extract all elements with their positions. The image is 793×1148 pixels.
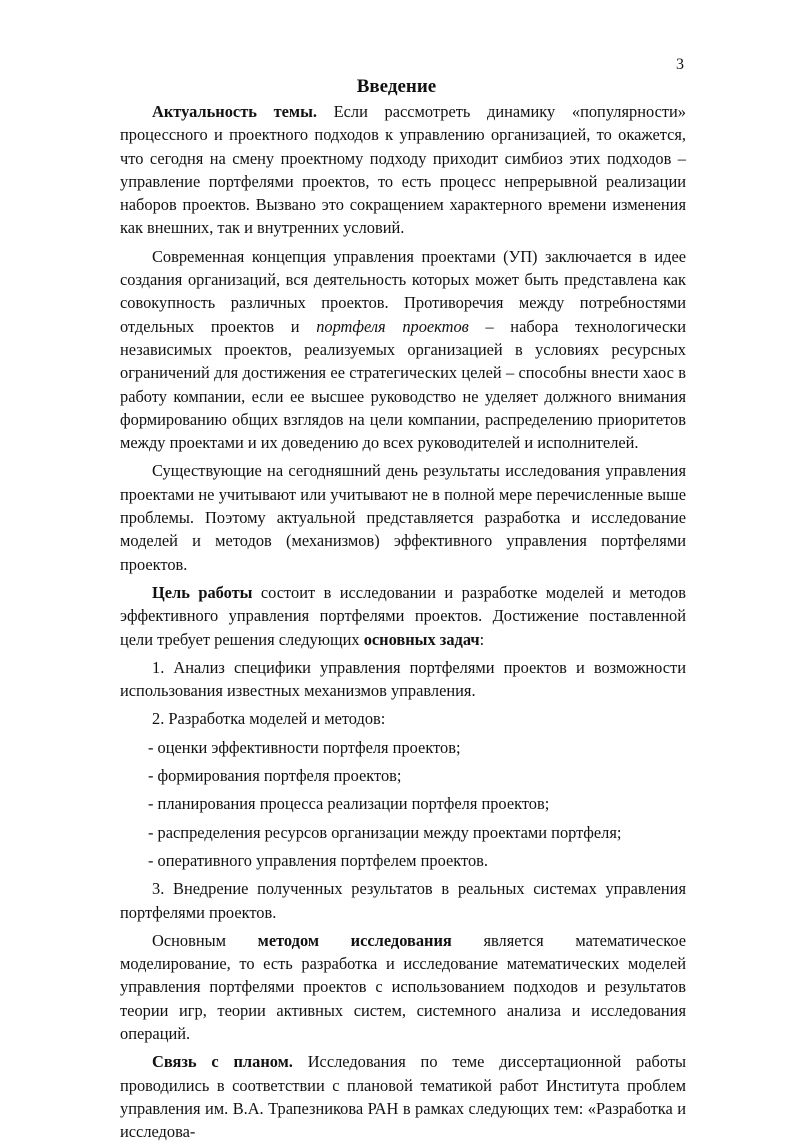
subtask-item-5: - оперативного управления портфелем проектов.	[148, 850, 488, 870]
body-text	[120, 100, 686, 1148]
concept-italic-term: портфеля проектов	[316, 316, 469, 336]
task-item-3: 3. Внедрение полученных результатов в реальных системах управления портфелями проектов.	[120, 879, 686, 922]
method-text-1: Основным	[152, 930, 258, 950]
goal-heading: Цель работы	[152, 582, 253, 602]
subtask-item-3: - планирования процесса реализации портфеля проектов;	[148, 794, 550, 814]
page-number: 3	[676, 56, 684, 73]
paragraph-plan-link	[120, 1050, 686, 1143]
concept-text-1: Современная концепция управления проектами (УП) заключается в идее создания организаций, вся деятельность которых может быть представлена как совокупность различных проектов. Противоречия между потребностями отдельных проектов и	[120, 246, 686, 336]
paragraph-method	[120, 929, 686, 1045]
main-tasks-bold: основных задач	[363, 629, 480, 649]
plan-link-text: Исследования по теме диссертационной работы проводились в соответствии с плановой тематикой работ Института проблем управления им. В.А. Трапезникова РАН в рамках следующих тем: «Разработка и исследова-	[120, 1052, 686, 1142]
paragraph-goal	[120, 581, 686, 651]
plan-link-heading: Связь с планом.	[152, 1052, 293, 1072]
section-title: Введение	[356, 76, 437, 97]
relevance-heading: Актуальность темы.	[152, 102, 317, 121]
goal-text-2: :	[479, 629, 485, 649]
concept-text-2: – набора технологически независимых проектов, реализуемых организацией в условиях ресурсных ограничений для достижения ее стратегических целей – способны внести хаос в работу компании, если ее высшее руководство не уделяет должного внимания формированию общих взглядов на цели компании, распределению приоритетов между проектами и их доведению до всех руководителей и исполнителей.	[120, 316, 686, 453]
paragraph-relevance	[120, 100, 686, 240]
method-bold: методом исследования	[257, 930, 452, 950]
subtask-item-4: - распределения ресурсов организации между проектами портфеля;	[148, 822, 622, 842]
task-item-2: 2. Разработка моделей и методов:	[152, 709, 386, 729]
subtask-item-1: - оценки эффективности портфеля проектов;	[148, 737, 461, 757]
method-text-2: является математическое моделирование, то есть разработка и исследование математических моделей управления портфелями проектов с использованием подходов и результатов теории игр, теории активных систем, системного анализа и исследования операций.	[120, 930, 687, 1043]
goal-text-1: состоит в исследовании и разработке моделей и методов эффективного управления портфелями проектов. Достижение поставленной цели требует решения следующих	[120, 582, 686, 649]
paragraph-existing-results	[120, 459, 686, 575]
task-item-1: 1. Анализ специфики управления портфелями проектов и возможности использования известных механизмов управления.	[120, 657, 686, 701]
existing-results-text: Существующие на сегодняшний день результаты исследования управления проектами не учитывают или учитывают не в полной мере перечисленные выше проблемы. Поэтому актуальной представляется разработка и исследование моделей и методов (механизмов) эффективного управления портфелями проектов.	[120, 461, 686, 574]
subtask-item-2: - формирования портфеля проектов;	[148, 766, 402, 786]
paragraph-concept	[120, 245, 686, 455]
relevance-text: Если рассмотреть динамику «популярности» процессного и проектного подходов к управлению организацией, то окажется, что сегодня на смену проектному подходу приходит симбиоз этих подходов – управление портфелями проектов, то есть процесс непрерывной реализации наборов проектов. Вызвано это сокращением характерного времени изменения как внешних, так и внутренних условий.	[120, 102, 686, 238]
